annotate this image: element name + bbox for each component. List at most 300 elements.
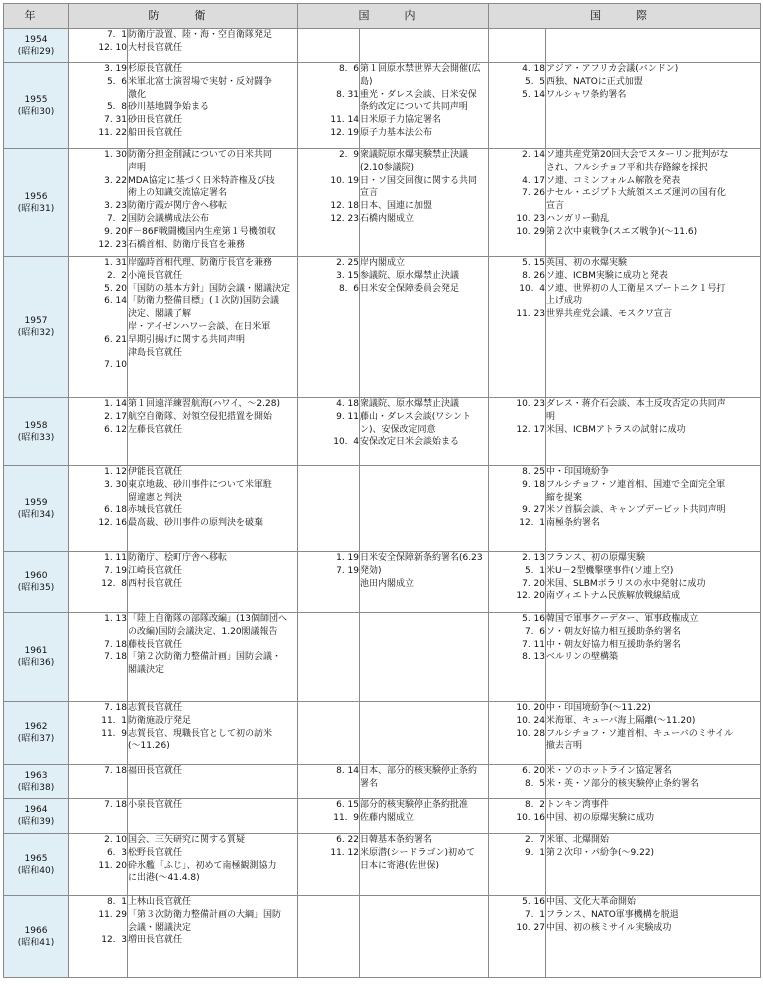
event-date: 7. 18 <box>104 652 127 663</box>
event-text: ソ連、ICBM実験に成功と発表 <box>546 270 668 281</box>
event-date: 5. 20 <box>104 283 127 294</box>
event-text: ベルリンの壁構築 <box>546 652 619 663</box>
era-label: (昭和34) <box>17 509 55 520</box>
event-date <box>69 308 127 321</box>
year-cell <box>4 896 69 978</box>
event-text: 早期引揚げに関する共同声明 <box>128 334 246 345</box>
defense-events <box>128 63 298 149</box>
event-date: 10. 4 <box>333 437 359 448</box>
event-text: 第１回原水禁世界大会開催(広 <box>360 64 481 74</box>
event-text: 第１回遠洋練習航海(ハワイ、～2.28) <box>128 399 280 409</box>
international-dates <box>489 552 546 613</box>
defense-dates <box>69 896 128 978</box>
year-label: 1966 <box>24 925 48 936</box>
domestic-dates <box>298 765 360 799</box>
defense-dates <box>69 613 128 702</box>
event-date: 9. 18 <box>522 479 545 490</box>
event-text: 安保改定日米会談始まる <box>360 437 460 448</box>
year-cell <box>4 257 69 398</box>
event-date: 12. 23 <box>330 213 359 224</box>
event-text: トンキン湾事件 <box>546 800 609 810</box>
event-date: 6. 3 <box>106 847 127 858</box>
era-label: (昭和38) <box>17 782 55 793</box>
event-date: 7. 1 <box>524 909 545 920</box>
event-text: 中国、初の原爆実験に成功 <box>546 812 655 823</box>
domestic-events <box>360 257 489 398</box>
international-events <box>546 896 761 978</box>
event-text: 砂田長官就任 <box>128 115 183 126</box>
event-date: 2. 7 <box>524 835 545 845</box>
era-label: (昭和40) <box>17 865 55 876</box>
defense-events <box>128 466 298 552</box>
event-text: 池田内閣成立 <box>360 578 415 589</box>
event-date: 9. 27 <box>522 505 545 516</box>
year-cell <box>4 466 69 552</box>
event-date: 10. 4 <box>519 283 545 294</box>
event-text: 航空自衛隊、対領空侵犯措置を開始 <box>128 411 273 422</box>
international-dates <box>489 29 546 63</box>
event-date: 7. 19 <box>336 565 359 576</box>
event-text: ソ連共産党第20回大会でスターリン批判がな <box>546 150 729 160</box>
domestic-dates <box>298 466 360 552</box>
event-text: 米軍北富士演習場で実射・反対闘争 <box>128 76 273 87</box>
event-text: 南ヴィエトナム民族解放戦線結成 <box>546 591 681 602</box>
international-dates <box>489 765 546 799</box>
event-text: 原子力基本法公布 <box>360 127 433 138</box>
international-events <box>546 799 761 834</box>
domestic-dates <box>298 552 360 613</box>
event-text: ナセル・エジプト大統領スエズ運河の国有化 <box>546 188 726 199</box>
international-dates <box>489 799 546 834</box>
defense-events <box>128 799 298 834</box>
event-text: 閣議決定 <box>128 665 165 676</box>
event-date: 8. 6 <box>338 64 359 74</box>
event-date: 8. 1 <box>106 897 127 907</box>
event-date: 10. 20 <box>516 703 545 713</box>
year-cell <box>4 149 69 257</box>
domestic-events <box>360 29 489 63</box>
event-date: 8. 25 <box>522 467 545 477</box>
event-text: フルシチョフ・ソ連首相、キューバのミサイル <box>546 728 734 739</box>
domestic-dates <box>298 896 360 978</box>
international-events <box>546 257 761 398</box>
event-date: 8. 5 <box>524 778 545 789</box>
event-text: 小泉長官就任 <box>128 800 183 810</box>
defense-dates <box>69 63 128 149</box>
event-date <box>69 162 127 175</box>
event-text: 日米安全保障新条約署名(6.23 <box>360 553 483 563</box>
event-text: 西独、NATOに正式加盟 <box>546 76 643 87</box>
defense-events <box>128 29 298 63</box>
event-text: 決定、閣議了解 <box>128 309 192 320</box>
year-label: 1954 <box>24 34 48 45</box>
event-text: 激化 <box>128 89 147 100</box>
event-date: 12. 20 <box>516 591 545 602</box>
event-date: 5. 16 <box>522 614 545 624</box>
domestic-dates <box>298 149 360 257</box>
event-text: 最高裁、砂川事件の原判決を破棄 <box>128 518 264 529</box>
event-text: 衆議院原水爆実験禁止決議 <box>360 150 469 160</box>
international-dates <box>489 257 546 398</box>
event-text: 上林山長官就任 <box>128 897 192 907</box>
event-text: 日米安全保障委員会発足 <box>360 283 460 294</box>
event-text: 砂川基地闘争始まる <box>128 102 210 113</box>
year-row-1961 <box>4 613 761 702</box>
event-text: 島) <box>360 76 373 87</box>
event-date <box>298 162 359 175</box>
era-label: (昭和39) <box>17 817 55 827</box>
event-text: 防衛庁霞が関庁舎へ移転 <box>128 201 228 212</box>
event-text: 杉原長官就任 <box>128 64 183 74</box>
header-year: 年 <box>4 4 69 29</box>
event-date: 4. 18 <box>336 399 359 409</box>
year-label: 1962 <box>24 722 48 732</box>
event-date: 1. 31 <box>104 258 127 268</box>
year-label: 1964 <box>24 805 48 815</box>
international-events <box>546 29 761 63</box>
international-events <box>546 613 761 702</box>
domestic-events <box>360 63 489 149</box>
event-date: 11. 14 <box>330 115 359 126</box>
event-date: 1. 12 <box>104 467 127 477</box>
event-date: 2. 2 <box>106 270 127 281</box>
event-text: 藤山・ダレス会談(ワシント <box>360 411 472 422</box>
defense-events <box>128 765 298 799</box>
event-date: 10. 29 <box>516 226 545 237</box>
event-date: 8. 6 <box>338 283 359 294</box>
event-text: 第２次印・パ紛争(～9.22) <box>546 847 655 858</box>
event-text: 米国、SLBMポラリスの水中発射に成功 <box>546 578 706 589</box>
international-dates <box>489 896 546 978</box>
defense-events <box>128 613 298 702</box>
event-date <box>489 162 545 175</box>
event-text: 国防会議構成法公布 <box>128 213 210 224</box>
event-text: ソ連、コミンフォルム解散を発表 <box>546 175 681 186</box>
event-date: 5. 8 <box>106 102 127 113</box>
event-text: 津島長官就任 <box>128 347 183 358</box>
event-date: 1. 30 <box>104 150 127 160</box>
international-events <box>546 149 761 257</box>
year-row-1965 <box>4 834 761 896</box>
event-text: 福田長官就任 <box>128 766 183 776</box>
year-cell <box>4 799 69 834</box>
year-row-1957 <box>4 257 761 398</box>
event-date: 5. 5 <box>524 76 545 87</box>
event-text: 藤枝長官就任 <box>128 639 183 650</box>
event-text: ハンガリー動乱 <box>546 213 610 224</box>
event-text: 中・朝友好協力相互援助条約署名 <box>546 639 682 650</box>
domestic-events <box>360 398 489 466</box>
event-text: ソ連、世界初の人工衛星スプートニク１号打 <box>546 283 726 294</box>
event-text: 英国、初の水爆実験 <box>546 258 628 268</box>
era-label: (昭和30) <box>17 106 55 117</box>
defense-events <box>128 702 298 765</box>
event-date: 2. 14 <box>522 150 545 160</box>
event-date: 11. 20 <box>98 860 127 871</box>
event-date: 8. 31 <box>336 89 359 100</box>
event-date: 7. 31 <box>104 115 127 126</box>
event-text: 発効) <box>360 565 382 576</box>
chronology-body <box>4 29 761 978</box>
event-date <box>69 626 127 639</box>
international-events <box>546 466 761 552</box>
defense-dates <box>69 702 128 765</box>
international-dates <box>489 149 546 257</box>
event-date: 8. 26 <box>522 270 545 281</box>
event-date: 11. 1 <box>101 715 127 726</box>
year-row-1964 <box>4 799 761 834</box>
year-row-1955 <box>4 63 761 149</box>
event-date: 9. 20 <box>104 226 127 237</box>
event-date <box>69 321 127 334</box>
event-date: 12. 8 <box>101 578 127 589</box>
event-date: 4. 17 <box>522 175 545 186</box>
event-date: 11. 22 <box>98 127 127 138</box>
year-label: 1961 <box>24 646 48 656</box>
event-text: 日本、部分的核実験停止条約 <box>360 766 478 776</box>
event-text: 左藤長官就任 <box>128 424 183 435</box>
event-text: ワルシャワ条約署名 <box>546 89 627 100</box>
event-date <box>489 492 545 505</box>
event-text: 米・ソのホットライン協定署名 <box>546 766 672 776</box>
international-events <box>546 834 761 896</box>
event-date: 6. 20 <box>522 766 545 776</box>
header-international: 国 際 <box>489 4 761 29</box>
event-text: に出港(～41.4.8) <box>128 873 200 884</box>
event-date: 10. 24 <box>516 715 545 726</box>
international-dates <box>489 613 546 702</box>
event-text: 岸内閣成立 <box>360 258 406 268</box>
event-date <box>69 492 127 505</box>
event-text: 石橋内閣成立 <box>360 213 415 224</box>
event-text: 志賀長官就任 <box>128 703 183 713</box>
event-date: 2. 13 <box>522 553 545 563</box>
defense-dates <box>69 257 128 398</box>
event-text: 大村長官就任 <box>128 42 183 53</box>
year-row-1958 <box>4 398 761 466</box>
year-label: 1959 <box>24 497 48 508</box>
event-text: 日韓基本条約署名 <box>360 835 433 845</box>
domestic-events <box>360 896 489 978</box>
event-date: 6. 21 <box>104 334 127 345</box>
event-text: 砕氷艦「ふじ」、初めて南極観測協力 <box>128 860 277 871</box>
international-dates <box>489 466 546 552</box>
event-date: 12. 18 <box>330 201 359 212</box>
event-date <box>298 424 359 437</box>
event-text: アジア・アフリカ会議(バンドン) <box>546 64 679 74</box>
defense-dates <box>69 765 128 799</box>
domestic-events <box>360 765 489 799</box>
event-text: 佐藤内閣成立 <box>360 812 415 823</box>
event-date: 6. 22 <box>336 835 359 845</box>
domestic-dates <box>298 799 360 834</box>
domestic-events <box>360 149 489 257</box>
event-date: 7. 6 <box>524 626 545 637</box>
year-label: 1955 <box>24 94 48 105</box>
year-row-1963 <box>4 765 761 799</box>
event-text: 「陸上自衛隊の部隊改編」(13個師団へ <box>128 614 287 624</box>
event-date: 11. 23 <box>516 309 545 320</box>
event-text: 重光・ダレス会談、日米安保 <box>360 89 477 100</box>
event-date: 2. 25 <box>336 258 359 268</box>
event-text: 国会、三矢研究に関する質疑 <box>128 835 246 845</box>
event-text: 日米原子力協定署名 <box>360 115 442 126</box>
year-cell <box>4 63 69 149</box>
year-row-1960 <box>4 552 761 613</box>
event-date: 2. 17 <box>104 411 127 422</box>
era-label: (昭和29) <box>17 46 55 57</box>
year-label: 1965 <box>24 853 48 864</box>
event-date: 1. 14 <box>104 399 127 409</box>
event-text: 南極条約署名 <box>546 518 601 529</box>
domestic-dates <box>298 613 360 702</box>
event-date: 7. 11 <box>522 639 545 650</box>
domestic-events <box>360 799 489 834</box>
event-text: 東京地裁、砂川事件について米軍駐 <box>128 479 272 490</box>
event-date: 1. 13 <box>104 614 127 624</box>
defense-dates <box>69 799 128 834</box>
event-text: ン)、安保改定同意 <box>360 424 436 435</box>
event-text: フランス、NATO軍事機構を脱退 <box>546 909 679 920</box>
event-date: 12. 16 <box>98 518 127 529</box>
event-date: 10. 23 <box>516 213 545 224</box>
event-text: 石橋首相、防衛庁長官を兼務 <box>128 239 246 250</box>
domestic-events <box>360 702 489 765</box>
event-date: 7. 1 <box>106 30 127 40</box>
event-text: 参議院、原水爆禁止決議 <box>360 270 460 281</box>
event-date <box>489 200 545 213</box>
event-text: 岸臨時首相代理、防衛庁長官を兼務 <box>128 258 273 268</box>
event-date <box>298 101 359 114</box>
event-text: 増田長官就任 <box>128 935 183 946</box>
event-text: 撤去言明 <box>546 741 583 752</box>
international-dates <box>489 702 546 765</box>
event-date: 7. 18 <box>104 639 127 650</box>
event-text: 衆議院、原水爆禁止決議 <box>360 399 460 409</box>
event-date: 12. 1 <box>519 518 545 529</box>
event-date <box>69 922 127 935</box>
event-date: 5. 14 <box>522 89 545 100</box>
year-label: 1963 <box>24 770 48 781</box>
event-text: 「第２次防衛力整備計画」国防会議・ <box>128 652 282 663</box>
event-text: され、フルシチョフ平和共存路線を採択 <box>546 162 708 173</box>
event-text: 留違憲と判決 <box>128 492 183 503</box>
year-cell <box>4 765 69 799</box>
defense-dates <box>69 29 128 63</box>
event-date <box>69 347 127 360</box>
event-text: 赤城長官就任 <box>128 505 183 516</box>
event-date: 6. 12 <box>104 424 127 435</box>
event-date: 4. 18 <box>522 64 545 74</box>
year-cell <box>4 702 69 765</box>
international-dates <box>489 63 546 149</box>
domestic-events <box>360 834 489 896</box>
year-row-1956 <box>4 149 761 257</box>
year-cell <box>4 552 69 613</box>
event-text: (2.10参議院) <box>360 162 415 173</box>
event-date: 11. 29 <box>98 909 127 920</box>
event-text: 日・ソ国交回復に関する共同 <box>360 175 478 186</box>
year-label: 1960 <box>24 571 48 581</box>
event-date: 5. 16 <box>522 897 545 907</box>
event-date: 7. 18 <box>104 703 127 713</box>
event-text: 米ソ首脳会談、キャンプデービット共同声明 <box>546 505 726 516</box>
event-text: 米軍、北爆開始 <box>546 835 610 845</box>
event-text: 江崎長官就任 <box>128 565 183 576</box>
event-date: 12. 10 <box>98 42 127 53</box>
header-domestic: 国 内 <box>298 4 489 29</box>
event-text: 防衛分担金削減についての日米共同 <box>128 150 272 160</box>
event-date: 6. 15 <box>336 800 359 810</box>
event-text: ダレス・蒋介石会談、本土反攻否定の共同声 <box>546 399 726 409</box>
event-date <box>69 89 127 102</box>
event-date: 6. 14 <box>104 296 127 307</box>
event-text: 岸・アイゼンハワー会談、在日米軍 <box>128 321 271 332</box>
event-text: 会議・閣議決定 <box>128 922 192 933</box>
event-text: 第２次中東戦争(スエズ戦争)(～11.6) <box>546 226 698 237</box>
event-date: 1. 19 <box>336 553 359 563</box>
event-date: 7. 19 <box>104 565 127 576</box>
international-dates <box>489 398 546 466</box>
event-text: 日本、国連に加盟 <box>360 201 433 212</box>
event-date: 11. 12 <box>330 847 359 858</box>
event-text: 条約改定について共同声明 <box>360 102 468 113</box>
event-text: (～11.26) <box>128 741 170 752</box>
defense-dates <box>69 834 128 896</box>
event-text: 米原潜(シードラゴン)初めて <box>360 847 476 858</box>
domestic-dates <box>298 29 360 63</box>
event-date <box>489 411 545 424</box>
year-label: 1957 <box>24 316 48 326</box>
event-text: 中・印国境紛争(～11.22) <box>546 703 651 713</box>
event-text: 縮を提案 <box>546 492 583 503</box>
event-date: 11. 9 <box>333 812 359 823</box>
defense-events <box>128 896 298 978</box>
event-date: 12. 19 <box>330 127 359 138</box>
event-text: の改編)国防会議決定、1.20閣議報告 <box>128 626 278 637</box>
event-date: 10. 28 <box>516 728 545 739</box>
event-date: 3. 15 <box>336 270 359 281</box>
international-events <box>546 398 761 466</box>
event-date <box>298 187 359 200</box>
event-date: 7. 26 <box>522 188 545 199</box>
domestic-dates <box>298 257 360 398</box>
event-date: 8. 2 <box>524 800 545 810</box>
defense-dates <box>69 466 128 552</box>
defense-events <box>128 257 298 398</box>
year-cell <box>4 613 69 702</box>
event-text: 中国、初の核ミサイル実験成功 <box>546 922 672 933</box>
event-date: 1. 11 <box>104 553 127 563</box>
defense-dates <box>69 398 128 466</box>
era-label: (昭和33) <box>17 432 55 443</box>
year-row-1962 <box>4 702 761 765</box>
event-text: 船田長官就任 <box>128 127 183 138</box>
event-text: 「第３次防衛力整備計画の大綱」国防 <box>128 909 282 920</box>
year-cell <box>4 834 69 896</box>
event-text: 声明 <box>128 162 147 173</box>
event-date: 9. 11 <box>336 411 359 422</box>
event-text: 米海軍、キューバ海上隔離(～11.20) <box>546 715 696 726</box>
event-text: 韓国で軍事クーデター、軍事政権成立 <box>546 614 699 624</box>
event-date: 12. 3 <box>101 935 127 946</box>
event-date: 5. 6 <box>106 76 127 87</box>
event-date: 3. 19 <box>104 64 127 74</box>
header-defense: 防 衛 <box>69 4 298 29</box>
event-date: 5. 1 <box>524 565 545 576</box>
year-row-1954 <box>4 29 761 63</box>
domestic-dates <box>298 834 360 896</box>
